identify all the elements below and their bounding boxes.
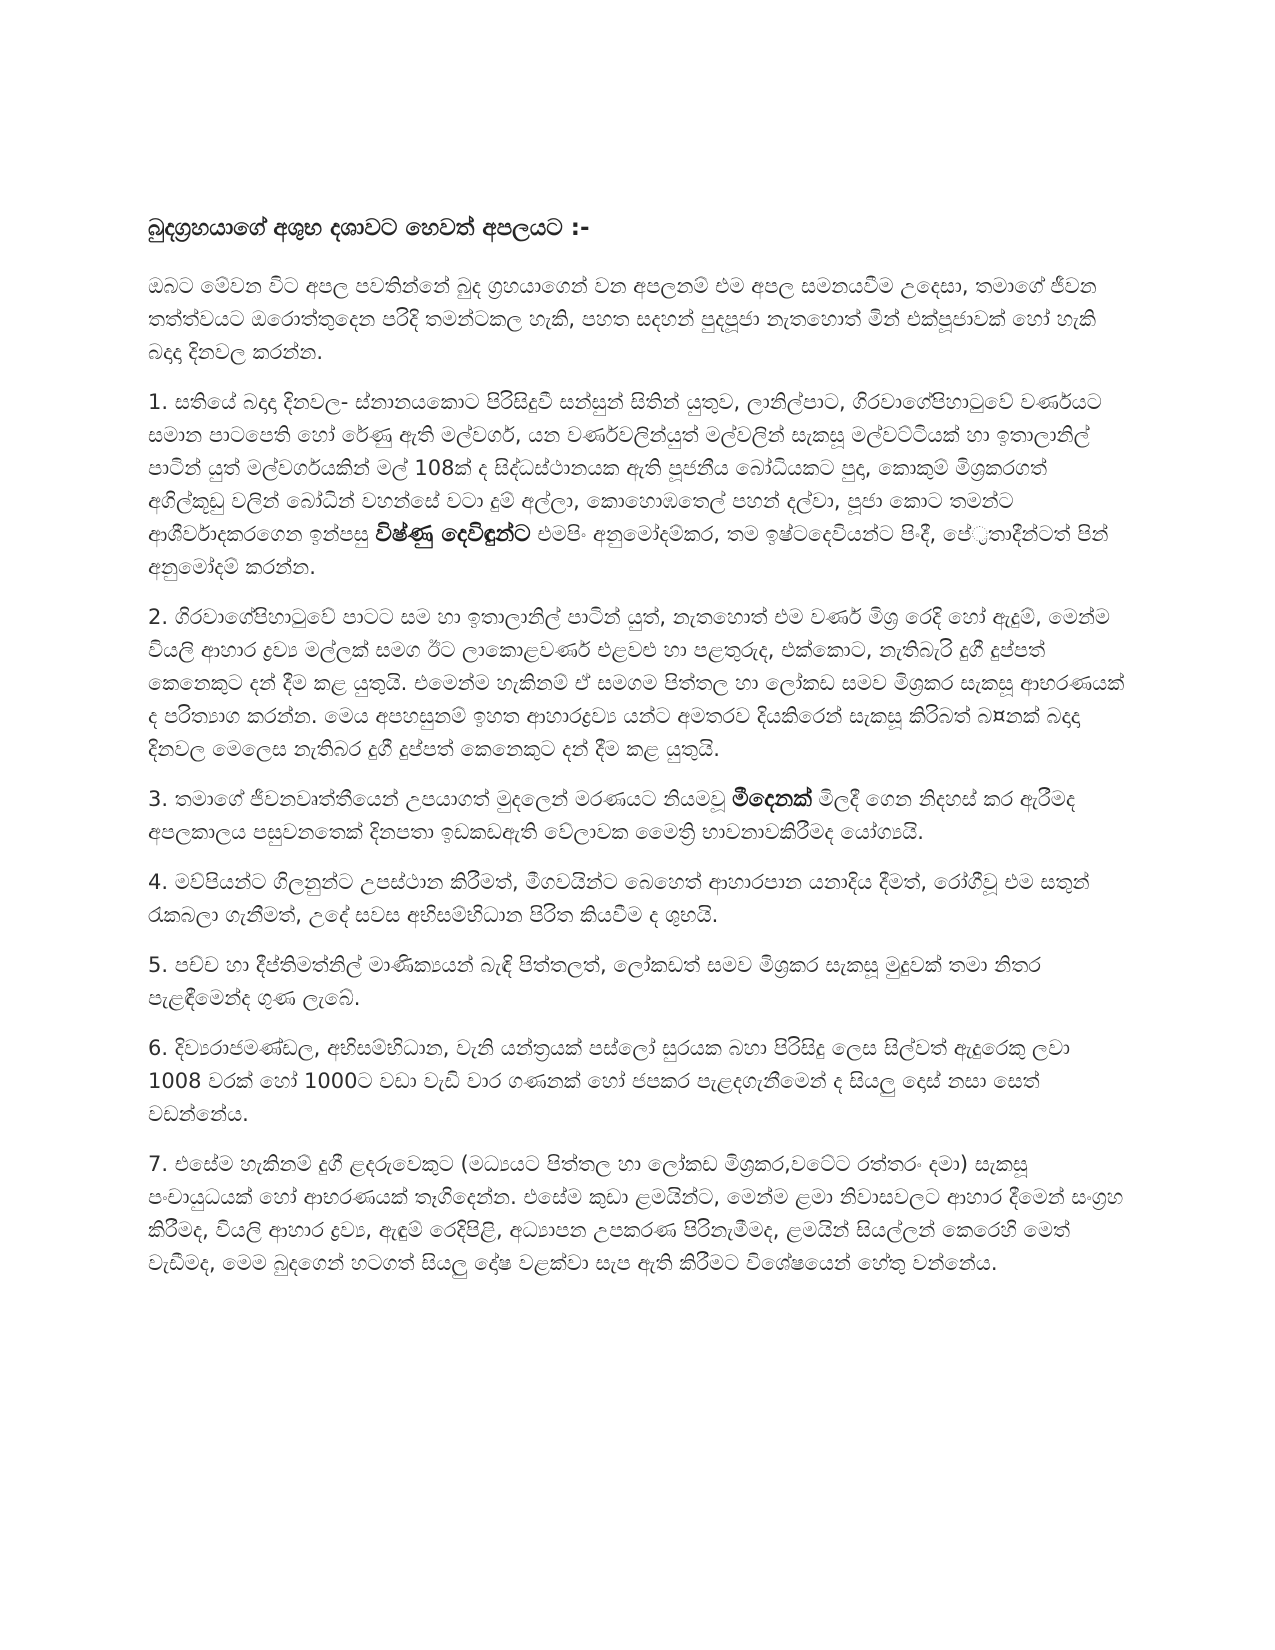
- remedy-item-1: [148, 386, 1128, 584]
- remedy-item-5-text: 5. පච්ච හා දීප්තිමත්නිල් මාණික්‍යයන් බැඳි පිත්තලත්, ලෝකඩත් සමව මිශ්‍රකර සැකසූ මුදුවක් තමා නිතර පැළඳීමෙන්ද ගුණ ලැබේ.: [148, 953, 1041, 1010]
- remedy-item-3-text: 3. තමාගේ ජීවනවෘත්තීයෙන් උපයාගත් මුදලෙන් මරණයට නියමවූ: [148, 787, 733, 811]
- remedy-item-2-text: 2. ගිරවාගේපිහාටුවේ පාටට සම හා ඉතාලානිල් පාටින් යුත්, නැතහොත් එම වර්ණ මිශ්‍ර රෙදි හෝ ඇදුම්, මෙන්ම වියලි ආහාර ද්‍රව්‍ය මල්ලක් සමග ඊට ලාකොළවර්ණ එළවළු හා පළතුරුද, එක්කොට, නැතිබැරි දුගී දුප්පත් කෙනෙකුට දන් දීම කළ යුතුයි. එමෙන්ම හැකිනම් ඒ සමගම පිත්තල හා ලෝකඩ සමව මිශ්‍රකර සැකසූ ආභරණයක් ද පරිත්‍යාග කරන්න. මෙය අපහසුනම් ඉහත ආහාරද්‍රව්‍ය යන්ට අමතරව දියකිරෙන් සැකසූ කිරිබත් බ¤නක් බදාදා දිනවල මෙලෙස නැතිබර දුගී දුප්පත් කෙනෙකුට දන් දීම කළ යුතුයි.: [148, 605, 1125, 761]
- remedy-item-6-text: 6. දිව්‍යරාජමණ්ඩල, අභිසම්භිධාන, වැනි යන්ත්‍රයක් පස්ලෝ සුරයක බහා පිරිසිදු ලෙස සිල්වත් ඇදුරෙකු ලවා 1008 වරක් හෝ 1000ට වඩා වැඩි වාර ගණනක් හෝ ජපකර පැළදගැනීමෙන් ද සියලු දොස් නසා සෙත් වඩන්නේය.: [148, 1036, 1071, 1126]
- remedy-item-3-text-end: මිලදී ගෙන නිදහස් කර ඇරීමද අපලකාලය පසුවනතෙක් දිනපතා ඉඩකඩඇති වේලාවක මෛත්‍රි භාවනාවකිරීමද යෝග්‍යයි.: [148, 787, 1076, 844]
- remedy-item-6: [148, 1032, 1128, 1131]
- remedy-item-5: [148, 949, 1128, 1015]
- remedy-item-7-text: 7. එසේම හැකිනම් දුගී ළදරුවෙකුට (මධ්‍යයට පිත්තල හා ලෝකඩ මිශ්‍රකර,වටේට රත්තරං දමා) සැකසූ පංචායුධයක් හෝ ආභරණයක් තෑගිදෙන්න. එසේම කුඩා ළමයින්ට, මෙන්ම ළමා නිවාසවලට ආහාර දීමෙන් සංග්‍රහ කිරීමද, වියලි ආහාර ද්‍රව්‍ය, ඇඳුම් රෙදිපිළි, අධ්‍යාපන උපකරණ පිරිනැමීමද, ළමයින් සියල්ලන් කෙරෙහි මෙත් වැඩීමද, මෙම බුදගෙන් හටගත් සියලු දෝෂ වළක්වා සැප ඇති කිරීමට විශේෂයෙන් හේතු වන්නේය.: [148, 1152, 1124, 1275]
- document-page: [148, 212, 1128, 1297]
- remedy-item-3-emphasis: මීදෙනක්: [732, 786, 812, 812]
- remedy-item-7: [148, 1148, 1128, 1280]
- remedy-item-4-text: 4. මව්පියන්ට ගිලනුන්ට උපස්ථාන කිරීමත්, මීගවයින්ට බෙහෙත් ආහාරපාන යනාදිය දීමත්, රෝගීවූ එම සතුන් රැකබලා ගැනීමත්, උදේ සවස අභිසම්භිධාන පිරිත කියවීම ද ශුභයි.: [148, 870, 1090, 927]
- remedy-item-2: [148, 601, 1128, 766]
- document-title: බුදග්‍රහයාගේ අශුභ දශාවට හෙවත් අපලයට :-: [148, 215, 590, 241]
- remedy-item-3: [148, 783, 1128, 849]
- intro-paragraph: ඔබට මේවන විට අපල පවතින්නේ බුද ග්‍රහයාගෙන් වන අපලනම් එම අපල සමනයවීම උදෙසා, තමාගේ ජීවන තත්ත්වයට ඔරොත්තුදෙන පරිදි තමන්ටකල හැකි, පහත සදහන් පුදපූජා නැතහොත් මින් එක්පූජාවක් හෝ හැකි බදාදා දිනවල කරන්න.: [148, 274, 1097, 364]
- remedy-item-1-emphasis: විෂ්ණු දෙවිඳුන්ට: [375, 521, 531, 547]
- remedy-item-1-text: 1. සතියේ බදාදා දිනවල- ස්නානයකොට පිරිසිදුවී සන්සුන් සිතින් යුතුව, ලානිල්පාට, ගිරවාගේපිහාටුවේ වර්ණයට සමාන පාටපෙති හෝ රේණු ඇති මල්වර්ග, යන වර්ණවලින්යුත් මල්වලින් සැකසූ මල්වට්ටියක් හා ඉතාලානිල් පාටින් යුත් මල්වර්ගයකින් මල් 108ක් ද සිද්ධස්ථානයක ඇති පූජනීය බෝධියකට පුදා, කොකුම් මිශ්‍රකරගත් අගිල්කූඩු වලින් බෝධින් වහන්සේ වටා දුම් අල්ලා, කොහොඹතෙල් පහන් දල්වා, පූජා කොට තමන්ට ආශීර්වාදකරගෙන ඉන්පසු: [148, 390, 1102, 546]
- remedy-item-1-text-end: එමපිං අනුමෝදම්කර, තම ඉෂ්ටදෙවියන්ට පිංදී, පේ්‍රතාදීන්ටත් පින් අනුමෝදම් කරන්න.: [148, 522, 1109, 579]
- remedy-item-4: [148, 866, 1128, 932]
